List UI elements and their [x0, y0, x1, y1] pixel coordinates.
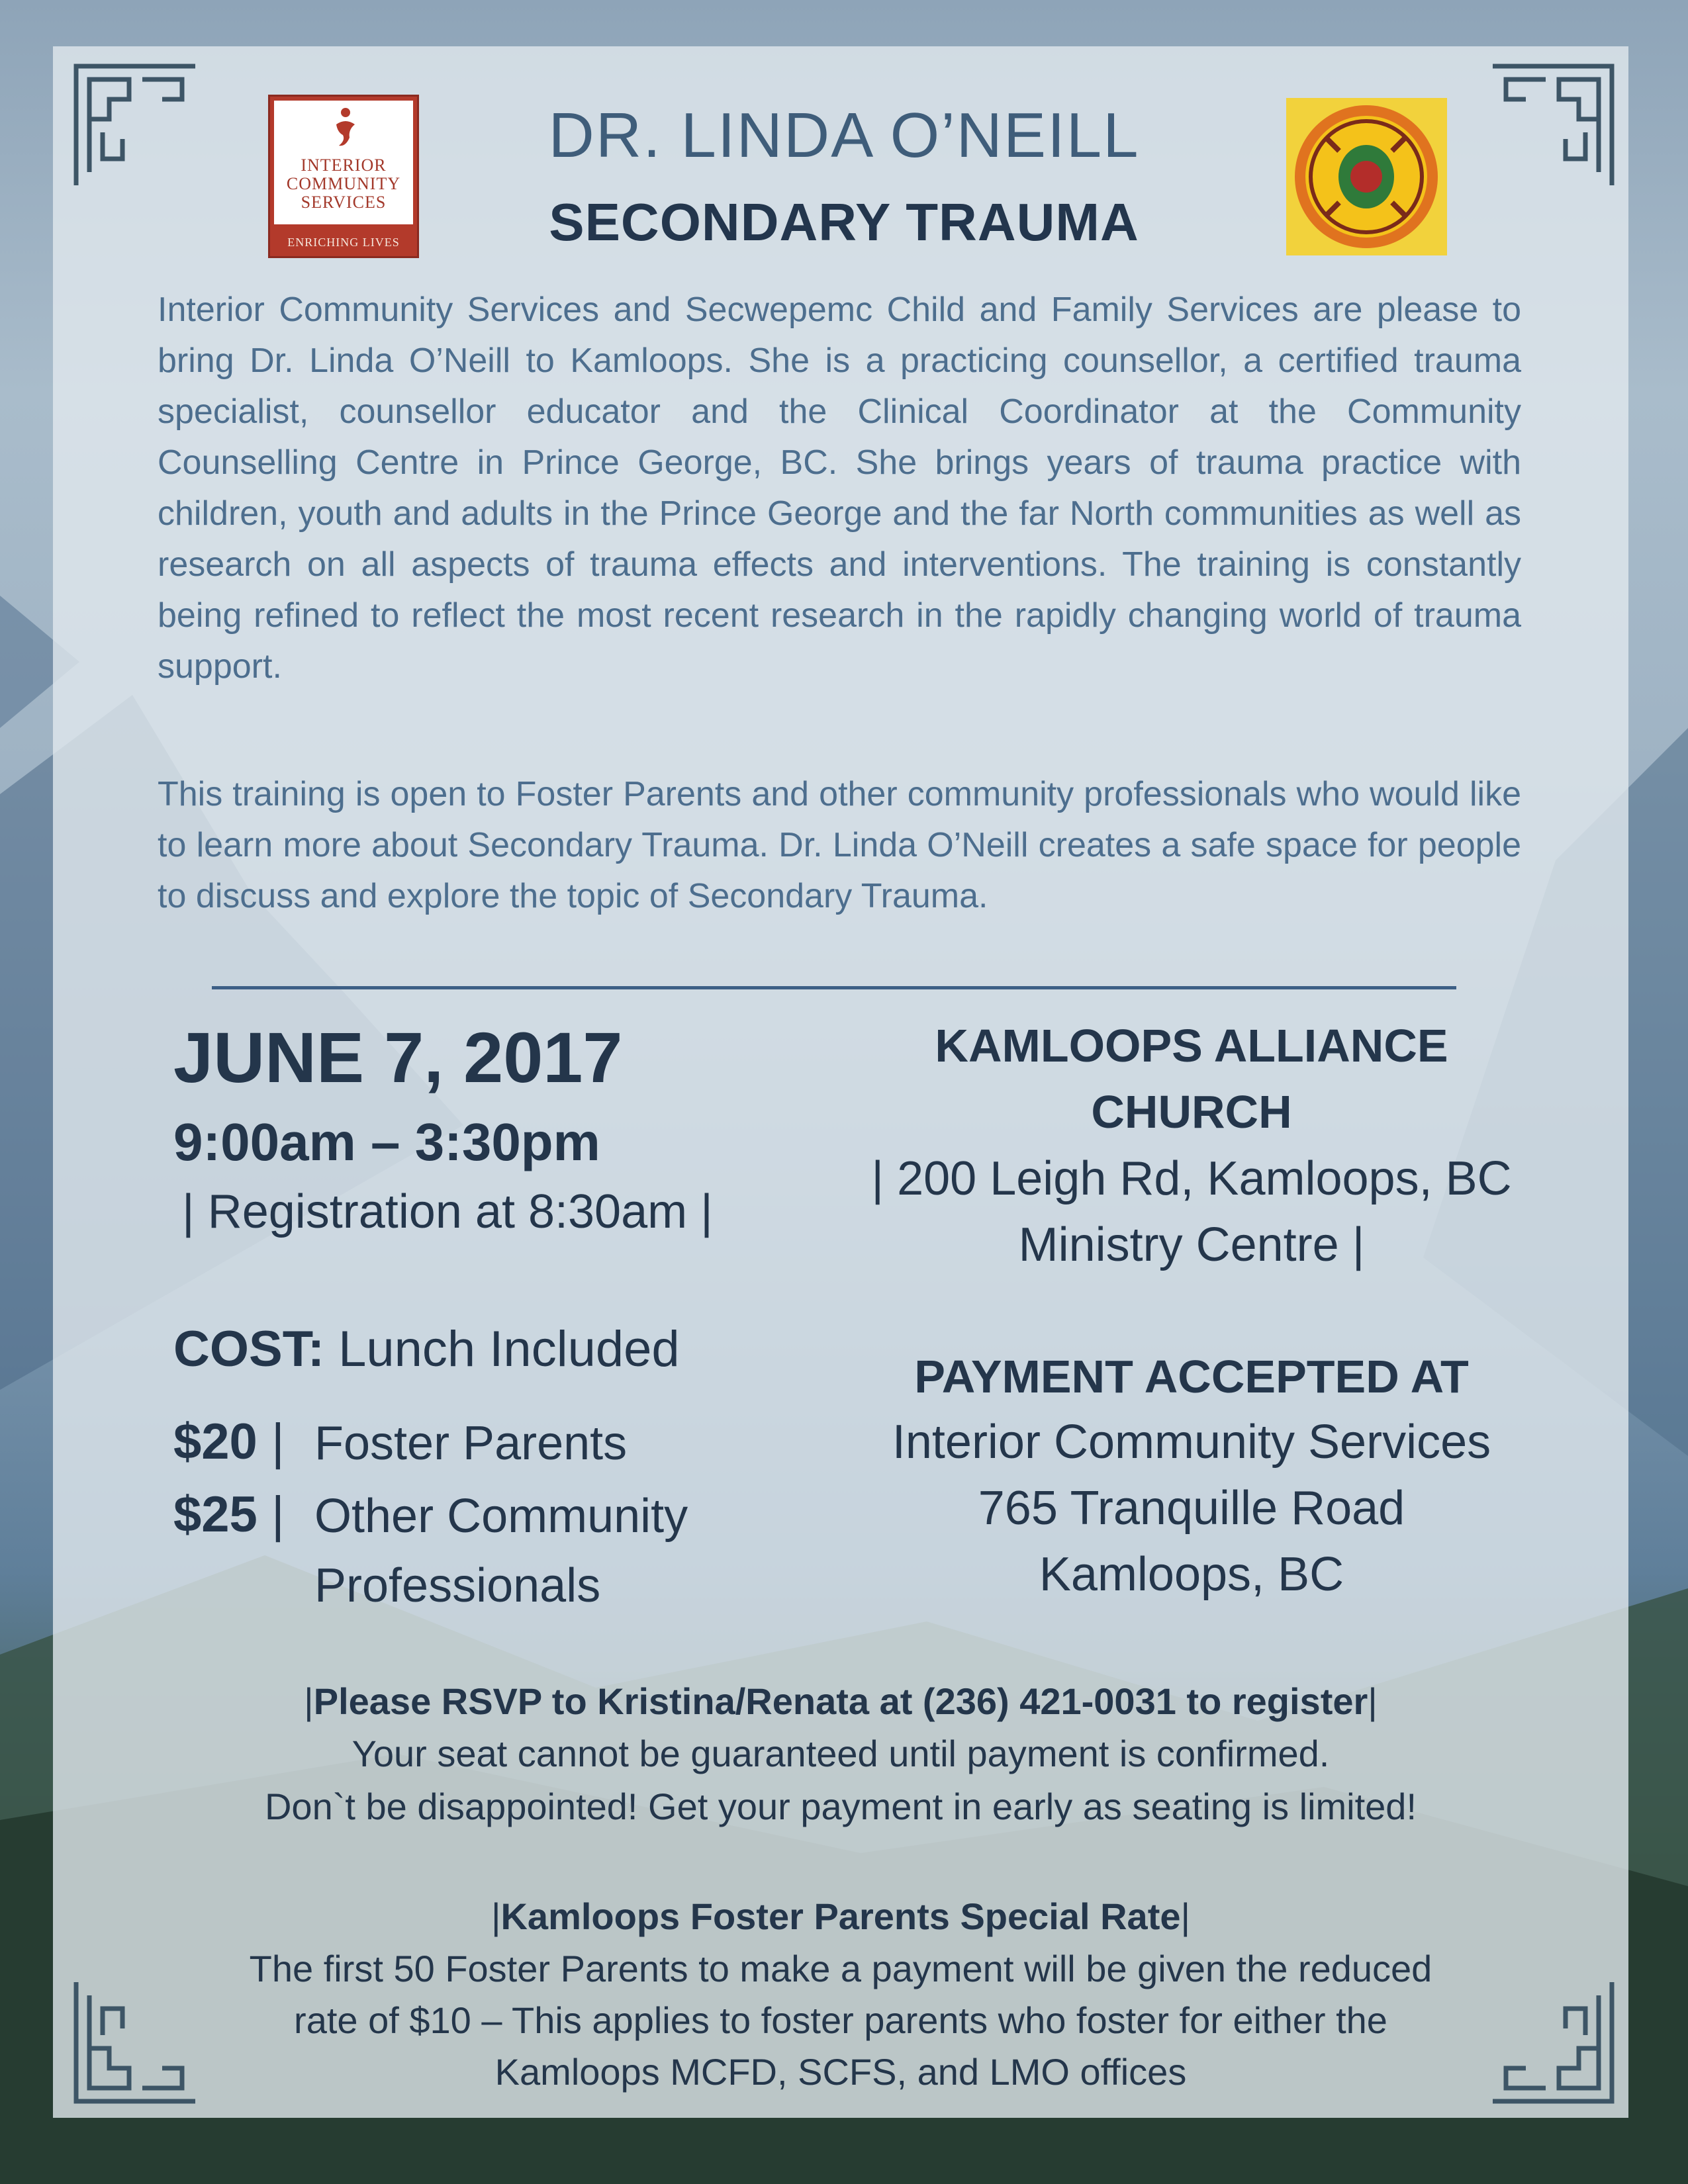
venue-address-line2: Ministry Centre | — [1018, 1218, 1365, 1271]
rsvp-bar-right: | — [1368, 1680, 1378, 1722]
price-amount: $20 — [173, 1414, 258, 1470]
special-rate-line3: Kamloops MCFD, SCFS, and LMO offices — [494, 2051, 1187, 2093]
venue-name-line1: KAMLOOPS ALLIANCE — [935, 1020, 1448, 1071]
price-row-professionals — [173, 1486, 285, 1543]
rsvp-line1: Your seat cannot be guaranteed until payment is confirmed. — [352, 1733, 1330, 1774]
logo-line2: COMMUNITY — [286, 174, 401, 193]
price-separator: | — [271, 1486, 285, 1543]
special-rate-line1: The first 50 Foster Parents to make a payment will be given the reduced — [249, 1948, 1432, 1989]
rsvp-bar-left: | — [304, 1680, 314, 1722]
payment-line3: Kamloops, BC — [1039, 1548, 1344, 1601]
section-divider — [212, 986, 1456, 989]
logo-figure-icon — [330, 106, 361, 152]
speaker-name: DR. LINDA O’NEILL — [548, 100, 1140, 171]
price-amount: $25 — [173, 1486, 258, 1543]
venue-name-line2: CHURCH — [1091, 1086, 1292, 1138]
price-row-foster — [173, 1413, 285, 1471]
rsvp-line2: Don`t be disappointed! Get your payment in early as seating is limited! — [264, 1786, 1417, 1827]
event-date: JUNE 7, 2017 — [173, 1017, 623, 1097]
payment-line1: Interior Community Services — [892, 1416, 1491, 1469]
secwepemc-cfs-logo — [1286, 98, 1447, 255]
cost-line — [173, 1320, 680, 1378]
rsvp-heading — [53, 1680, 1628, 1723]
price-desc-cont: Professionals — [314, 1559, 601, 1612]
logo-line3: SERVICES — [301, 193, 387, 212]
special-bar-left: | — [491, 1895, 501, 1937]
corner-ornament-top-left — [70, 60, 202, 192]
payment-line2: 765 Tranquille Road — [978, 1482, 1405, 1535]
cost-label: COST: — [173, 1321, 324, 1377]
payment-heading: PAYMENT ACCEPTED AT — [914, 1351, 1469, 1402]
interior-community-services-logo — [268, 95, 419, 258]
logo-name — [274, 156, 413, 212]
logo-line1: INTERIOR — [301, 156, 387, 175]
event-time: 9:00am – 3:30pm — [173, 1113, 600, 1171]
logo-white-field — [274, 101, 413, 224]
registration-time: | Registration at 8:30am | — [182, 1185, 713, 1238]
venue-address-line1: | 200 Leigh Rd, Kamloops, BC — [871, 1152, 1512, 1205]
price-separator: | — [271, 1414, 285, 1470]
corner-ornament-top-right — [1486, 60, 1618, 192]
event-title: SECONDARY TRAUMA — [549, 193, 1139, 251]
intro-paragraph-1: Interior Community Services and Secwepemc Child and Family Services are please to bring Dr. Linda O’Neill to Kamloops. She is a practicing counsellor, a certified trauma specialist, counsellor educator and the Clinical Coordinator at the Community Counselling Centre in Prince George, BC. She brings years of trauma practice with children, youth and adults in the Prince George and the far North communities as well as research on all aspects of trauma effects and interventions. The training is constantly being refined to reflect the most recent research in the rapidly changing world of trauma support. — [158, 291, 1521, 686]
special-rate-line2: rate of $10 – This applies to foster parents who foster for either the — [294, 1999, 1387, 2041]
logo-tagline: ENRICHING LIVES — [287, 236, 400, 249]
cost-note: Lunch Included — [338, 1321, 680, 1377]
special-heading-text: Kamloops Foster Parents Special Rate — [500, 1895, 1181, 1937]
intro-paragraph-2: This training is open to Foster Parents and other community professionals who would like to learn more about Secondary Trauma. Dr. Linda O’Neill creates a safe space for people to discuss and explore the topic of Secondary Trauma. — [158, 775, 1521, 915]
rsvp-heading-text: Please RSVP to Kristina/Renata at (236) 421-0031 to register — [313, 1680, 1368, 1722]
price-desc: Other Community — [314, 1490, 688, 1543]
special-bar-right: | — [1180, 1895, 1191, 1937]
price-desc: Foster Parents — [314, 1417, 628, 1470]
special-rate-heading — [53, 1895, 1628, 1938]
